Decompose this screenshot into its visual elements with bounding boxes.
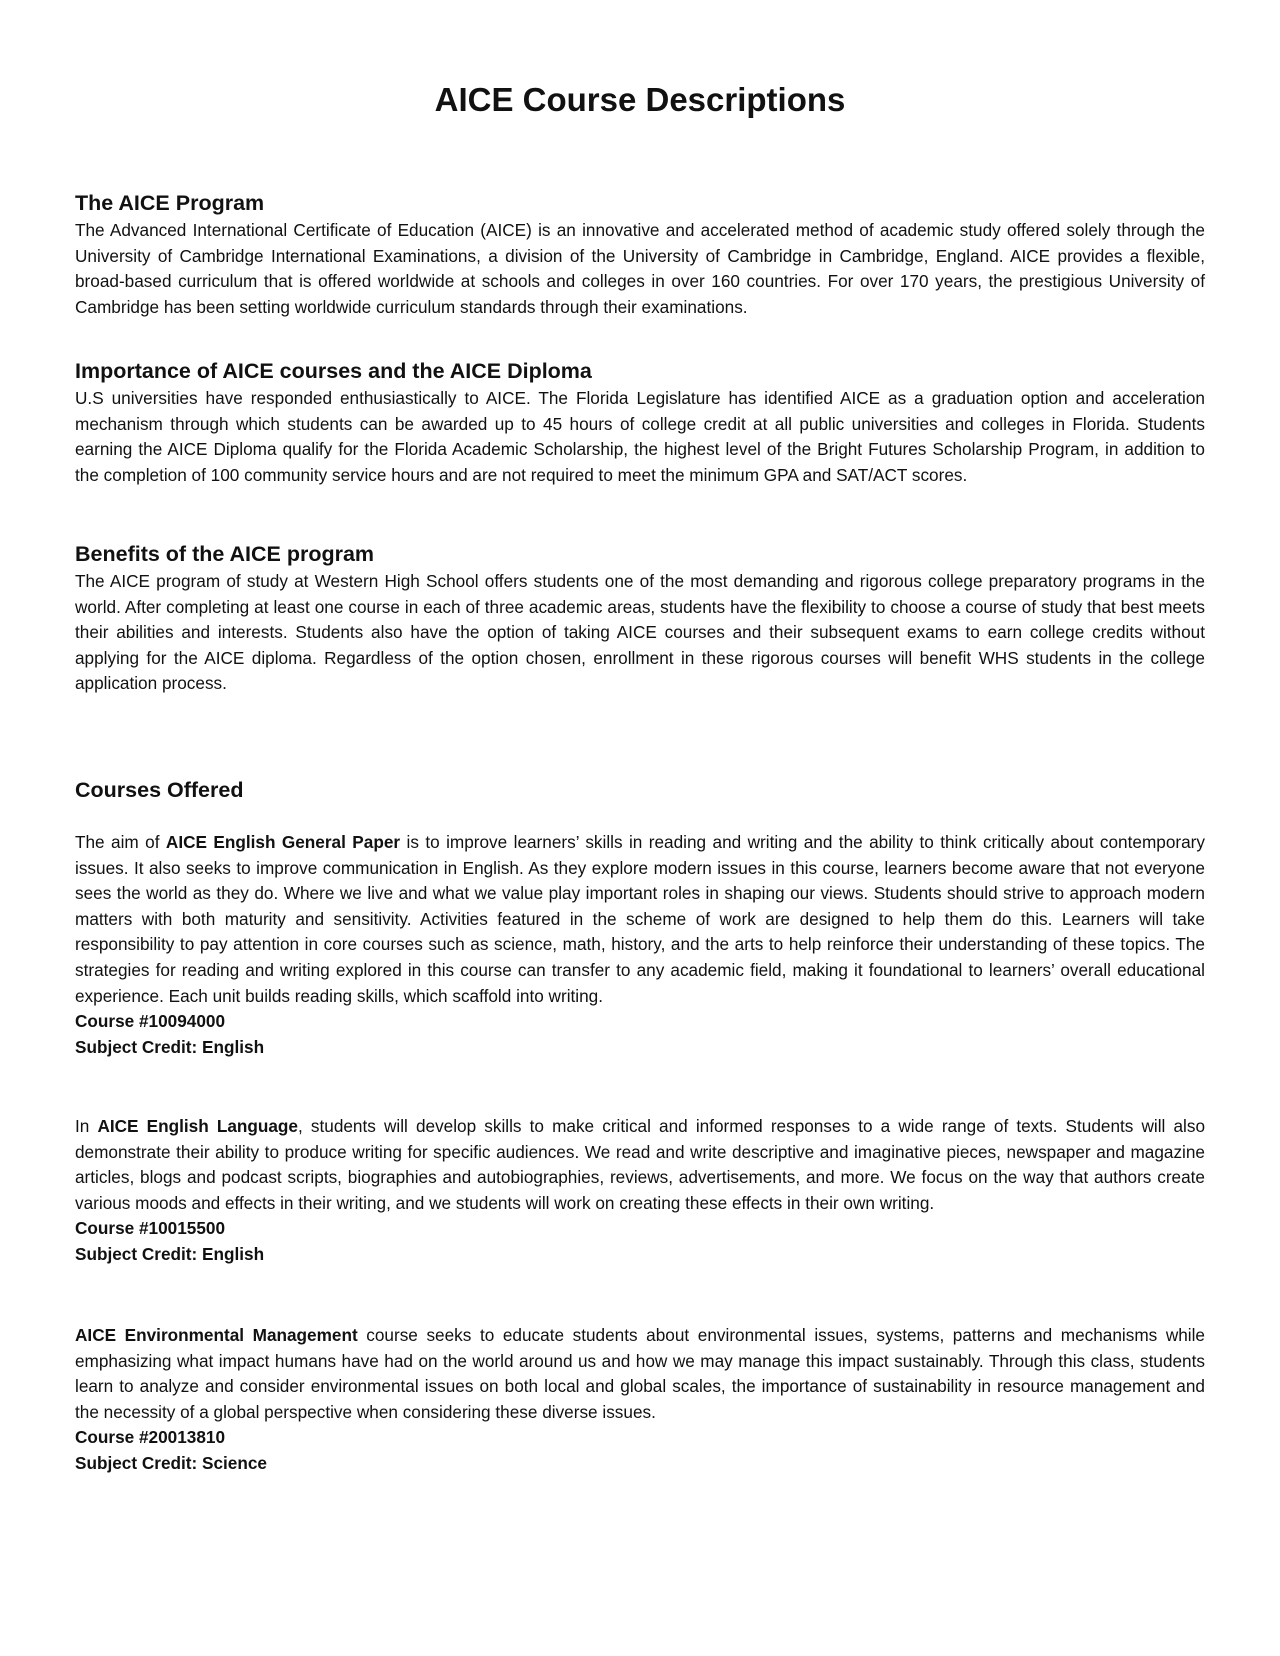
course-intro: The aim of — [75, 832, 166, 852]
course-name: AICE Environmental Management — [75, 1325, 358, 1345]
section-body: The Advanced International Certificate of Education (AICE) is an innovative and accelerated method of academic study offered solely through the University of Cambridge International Examinations, a division of the University of Cambridge in Cambridge, England. AICE provides a flexible, broad-based curriculum that is offered worldwide at schools and colleges in over 160 countries. For over 170 years, the prestigious University of Cambridge has been setting worldwide curriculum standards through their examinations. — [75, 220, 1205, 317]
course-environmental-management — [75, 1323, 1205, 1477]
section-body: The AICE program of study at Western High School offers students one of the most demanding and rigorous college preparatory programs in the world. After completing at least one course in each of three academic areas, students have the flexibility to choose a course of study that best meets their abilities and interests. Students also have the option of taking AICE courses and their subsequent exams to earn college credits without applying for the AICE diploma. Regardless of the option chosen, enrollment in these rigorous courses will benefit WHS students in the college application process. — [75, 571, 1205, 694]
course-description — [75, 1114, 1205, 1216]
section-heading: Importance of AICE courses and the AICE Diploma — [75, 359, 592, 383]
section-benefits — [75, 540, 1205, 697]
subject-credit: Subject Credit: English — [75, 1036, 265, 1057]
subject-credit: Subject Credit: Science — [75, 1452, 267, 1473]
course-body: , students will develop skills to make critical and informed responses to a wide range of texts. Students will also demonstrate their ability to produce writing for specific audiences. We read and write descriptive and imaginative pieces, newspaper and magazine articles, blogs and podcast scripts, biographies and autobiographies, reviews, advertisements, and more. We focus on the way that authors create various moods and effects in their writing, and we students will work on creating these effects in their own writing. — [75, 1116, 1205, 1213]
section-body: U.S universities have responded enthusiastically to AICE. The Florida Legislature has identified AICE as a graduation option and acceleration mechanism through which students can be awarded up to 45 hours of college credit at all public universities and colleges in Florida. Students earning the AICE Diploma qualify for the Florida Academic Scholarship, the highest level of the Bright Futures Scholarship Program, in addition to the completion of 100 community service hours and are not required to meet the minimum GPA and SAT/ACT scores. — [75, 388, 1205, 485]
course-description — [75, 830, 1205, 1009]
course-name: AICE English Language — [97, 1116, 298, 1136]
course-number: Course #20013810 — [75, 1427, 226, 1448]
section-heading: The AICE Program — [75, 191, 265, 215]
course-number: Course #10094000 — [75, 1011, 226, 1032]
section-aice-program — [75, 189, 1205, 320]
document-title: AICE Course Descriptions — [434, 81, 846, 118]
subject-credit: Subject Credit: English — [75, 1243, 265, 1264]
course-intro: In — [75, 1116, 98, 1136]
section-heading: Courses Offered — [75, 778, 244, 802]
section-courses-offered — [75, 776, 1205, 805]
course-body: course seeks to educate students about environmental issues, systems, patterns and mechanisms while emphasizing what impact humans have had on the world around us and how we may manage this impact sustainably. Through this class, students learn to analyze and consider environmental issues on both local and global scales, the importance of sustainability in resource management and the necessity of a global perspective when considering these diverse issues. — [75, 1325, 1205, 1422]
course-english-language — [75, 1114, 1205, 1268]
course-number: Course #10015500 — [75, 1218, 226, 1239]
course-english-general-paper — [75, 830, 1205, 1060]
section-heading: Benefits of the AICE program — [75, 542, 375, 566]
course-name: AICE English General Paper — [165, 832, 401, 852]
section-importance — [75, 357, 1205, 488]
course-body: is to improve learners’ skills in reading and writing and the ability to think critically about contemporary issues. It also seeks to improve communication in English. As they explore modern issues in this course, learners become aware that not everyone sees the world as they do. Where we live and what we value play important roles in shaping our views. Students should strive to approach modern matters with both maturity and sensitivity. Activities featured in the scheme of work are designed to help them do this. Learners will take responsibility to pay attention in core courses such as science, math, history, and the arts to help reinforce their understanding of these topics. The strategies for reading and writing explored in this course can transfer to any academic field, making it foundational to learners’ overall educational experience. Each unit builds reading skills, which scaffold into writing. — [75, 832, 1205, 1006]
course-description — [75, 1323, 1205, 1425]
